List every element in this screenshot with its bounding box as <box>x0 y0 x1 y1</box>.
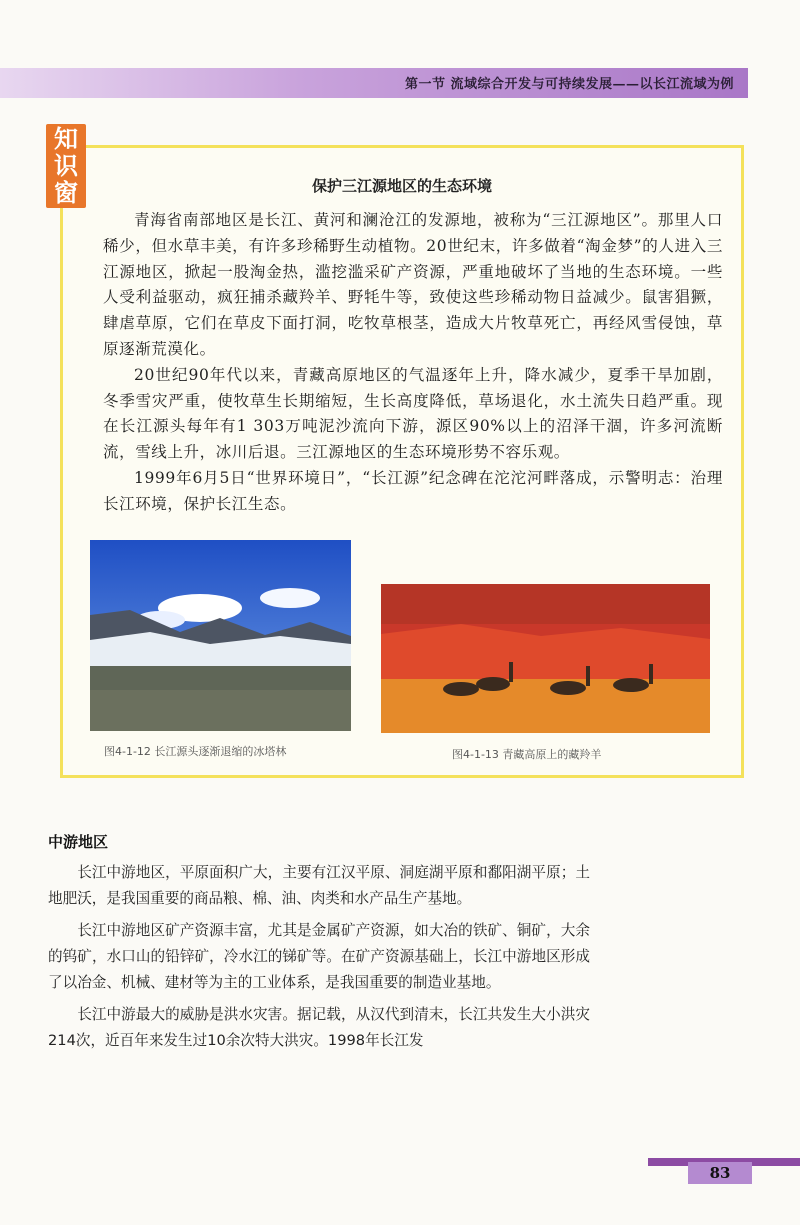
section-body <box>48 860 590 1060</box>
knowledge-box-title: 保护三江源地区的生态环境 <box>311 177 492 195</box>
section-heading: 中游地区 <box>48 833 109 851</box>
body-paragraph: 长江中游地区，平原面积广大，主要有江汉平原、洞庭湖平原和鄱阳湖平原；土地肥沃，是我国重要的商品粮、棉、油、肉类和水产品生产基地。 <box>48 864 590 907</box>
knowledge-paragraph: 青海省南部地区是长江、黄河和澜沧江的发源地，被称为“三江源地区”。那里人口稀少，但水草丰美，有许多珍稀野生动植物。20世纪末，许多做着“淘金梦”的人进入三江源地区，掀起一股淘金热，滥挖滥采矿产资源，严重地破坏了当地的生态环境。一些人受利益驱动，疯狂捕杀藏羚羊、野牦牛等，致使这些珍稀动物日益减少。鼠害猖獗，肆虐草原，它们在草皮下面打洞，吃牧草根茎，造成大片牧草死亡，再经风雪侵蚀，草原逐渐荒漠化。 <box>103 211 723 358</box>
knowledge-paragraph: 1999年6月5日“世界环境日”，“长江源”纪念碑在沱沱河畔落成，示警明志：治理长江环境，保护长江生态。 <box>103 468 723 513</box>
glacier-photo <box>90 540 351 731</box>
body-paragraph: 长江中游最大的威胁是洪水灾害。据记载，从汉代到清末，长江共发生大小洪灾214次，近百年来发生过10余次特大洪灾。1998年长江发 <box>48 1006 590 1049</box>
figure-caption: 图4-1-13 青藏高原上的藏羚羊 <box>452 748 602 761</box>
chapter-title: 第一节 流域综合开发与可持续发展——以长江流域为例 <box>404 77 734 92</box>
antelope-photo <box>381 584 710 733</box>
knowledge-box-text <box>103 208 723 518</box>
page-number: 83 <box>688 1162 752 1184</box>
knowledge-paragraph: 20世纪90年代以来，青藏高原地区的气温逐年上升，降水减少，夏季干旱加剧，冬季雪灾严重，使牧草生长期缩短，生长高度降低，草场退化，水土流失日趋严重。现在长江源头每年有1 303万吨泥沙流向下游，源区90%以上的沼泽干涸，许多河流断流，雪线上升，冰川后退。三江源地区的生态环境形势不容乐观。 <box>103 365 723 462</box>
figure-caption: 图4-1-12 长江源头逐渐退缩的冰塔林 <box>104 745 287 758</box>
body-paragraph: 长江中游地区矿产资源丰富，尤其是金属矿产资源，如大冶的铁矿、铜矿，大余的钨矿，水口山的铅锌矿，冷水江的锑矿等。在矿产资源基础上，长江中游地区形成了以冶金、机械、建材等为主的工业体系，是我国重要的制造业基地。 <box>48 922 590 991</box>
knowledge-window-label: 知识窗 <box>46 124 86 208</box>
